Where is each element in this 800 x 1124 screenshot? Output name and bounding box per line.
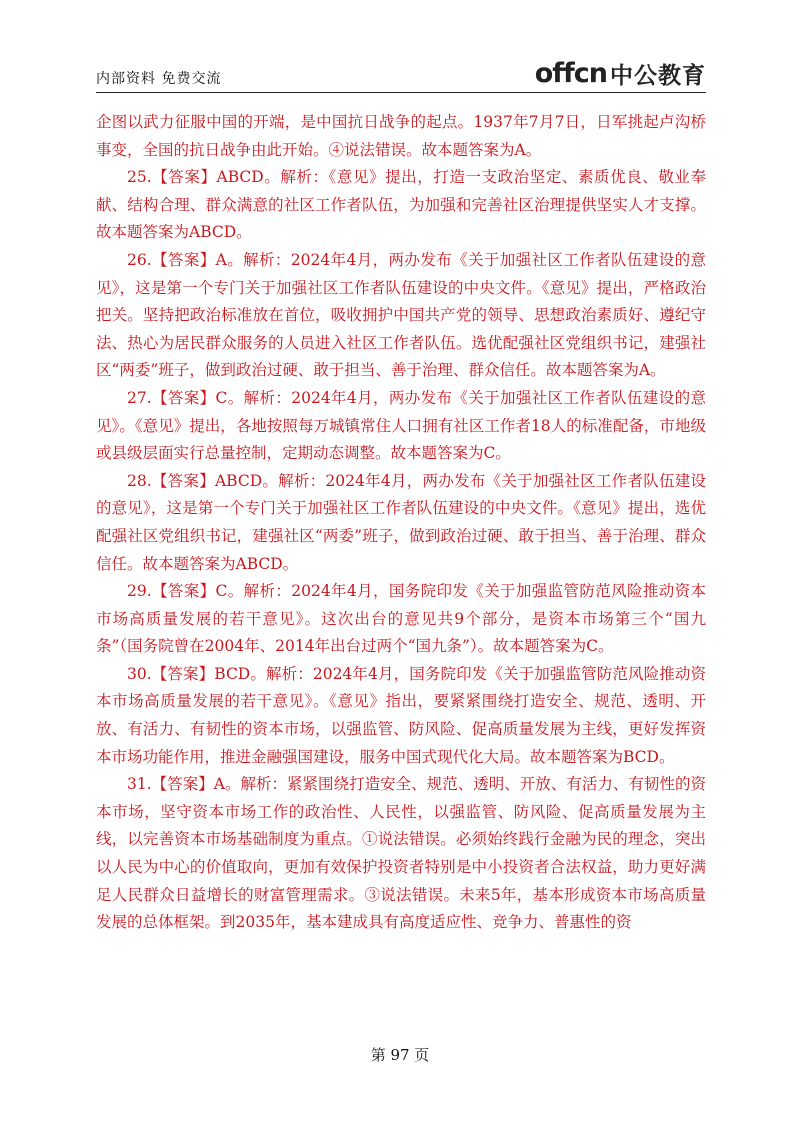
answer-explanations <box>96 109 706 937</box>
header-label: 内部资料 免费交流 <box>96 71 222 87</box>
logo-latin-text: offcn <box>534 57 607 89</box>
paragraph-continuation: 企图以武力征服中国的开端，是中国抗日战争的起点。1937年7月7日，日军挑起卢沟桥事变，全国的抗日战争由此开始。④说法错误。故本题答案为A。 <box>96 113 706 159</box>
answer-31: 31.【答案】A。解析：紧紧围绕打造安全、规范、透明、开放、有活力、有韧性的资本市场，坚守资本市场工作的政治性、人民性，以强监管、防风险、促高质量发展为主线，以完善资本市场基础制度为重点。①说法错误。必须始终践行金融为民的理念，突出以人民为中心的价值取向，更加有效保护投资者特别是中小投资者合法权益，助力更好满足人民群众日益增长的财富管理需求。③说法错误。未来5年，基本形成资本市场高质量发展的总体框架。到2035年，基本建成具有高度适应性、竞争力、普惠性的资 <box>96 775 706 932</box>
answer-26: 26.【答案】A。解析：2024年4月，两办发布《关于加强社区工作者队伍建设的意见》，这是第一个专门关于加强社区工作者队伍建设的中央文件。《意见》提出，严格政治把关。坚持把政治标准放在首位，吸收拥护中国共产党的领导、思想政治素质好、遵纪守法、热心为居民群众服务的人员进入社区工作者队伍。选优配强社区党组织书记，建强社区“两委”班子，做到政治过硬、敢于担当、善于治理、群众信任。故本题答案为A。 <box>96 250 706 380</box>
answer-28: 28.【答案】ABCD。解析：2024年4月，两办发布《关于加强社区工作者队伍建设的意见》，这是第一个专门关于加强社区工作者队伍建设的中央文件。《意见》提出，选优配强社区党组织书记，建强社区“两委”班子，做到政治过硬、敢于担当、善于治理、群众信任。故本题答案为ABCD。 <box>96 471 706 573</box>
answer-27: 27.【答案】C。解析：2024年4月，两办发布《关于加强社区工作者队伍建设的意见》。《意见》提出，各地按照每万城镇常住人口拥有社区工作者18人的标准配备，市地级或县级层面实行总量控制，定期动态调整。故本题答案为C。 <box>96 388 706 463</box>
header-divider <box>96 92 706 93</box>
logo-chinese-text: 中公教育 <box>610 62 706 89</box>
answer-25: 25.【答案】ABCD。解析：《意见》提出，打造一支政治坚定、素质优良、敬业奉献、结构合理、群众满意的社区工作者队伍，为加强和完善社区治理提供坚实人才支撑。故本题答案为ABCD。 <box>96 168 706 242</box>
page-header <box>96 57 706 90</box>
answer-30: 30.【答案】BCD。解析：2024年4月，国务院印发《关于加强监管防范风险推动资本市场高质量发展的若干意见》。《意见》指出，要紧紧围绕打造安全、规范、透明、开放、有活力、有韧性的资本市场，以强监管、防风险、促高质量发展为主线，更好发挥资本市场功能作用，推进金融强国建设，服务中国式现代化大局。故本题答案为BCD。 <box>96 664 706 766</box>
page-number: 第 97 页 <box>370 1046 430 1064</box>
offcn-logo <box>535 58 706 88</box>
answer-29: 29.【答案】C。解析：2024年4月，国务院印发《关于加强监管防范风险推动资本市场高质量发展的若干意见》。这次出台的意见共9个部分，是资本市场第三个“国九条”（国务院曾在2004年、2014年出台过两个“国九条”）。故本题答案为C。 <box>96 582 706 656</box>
